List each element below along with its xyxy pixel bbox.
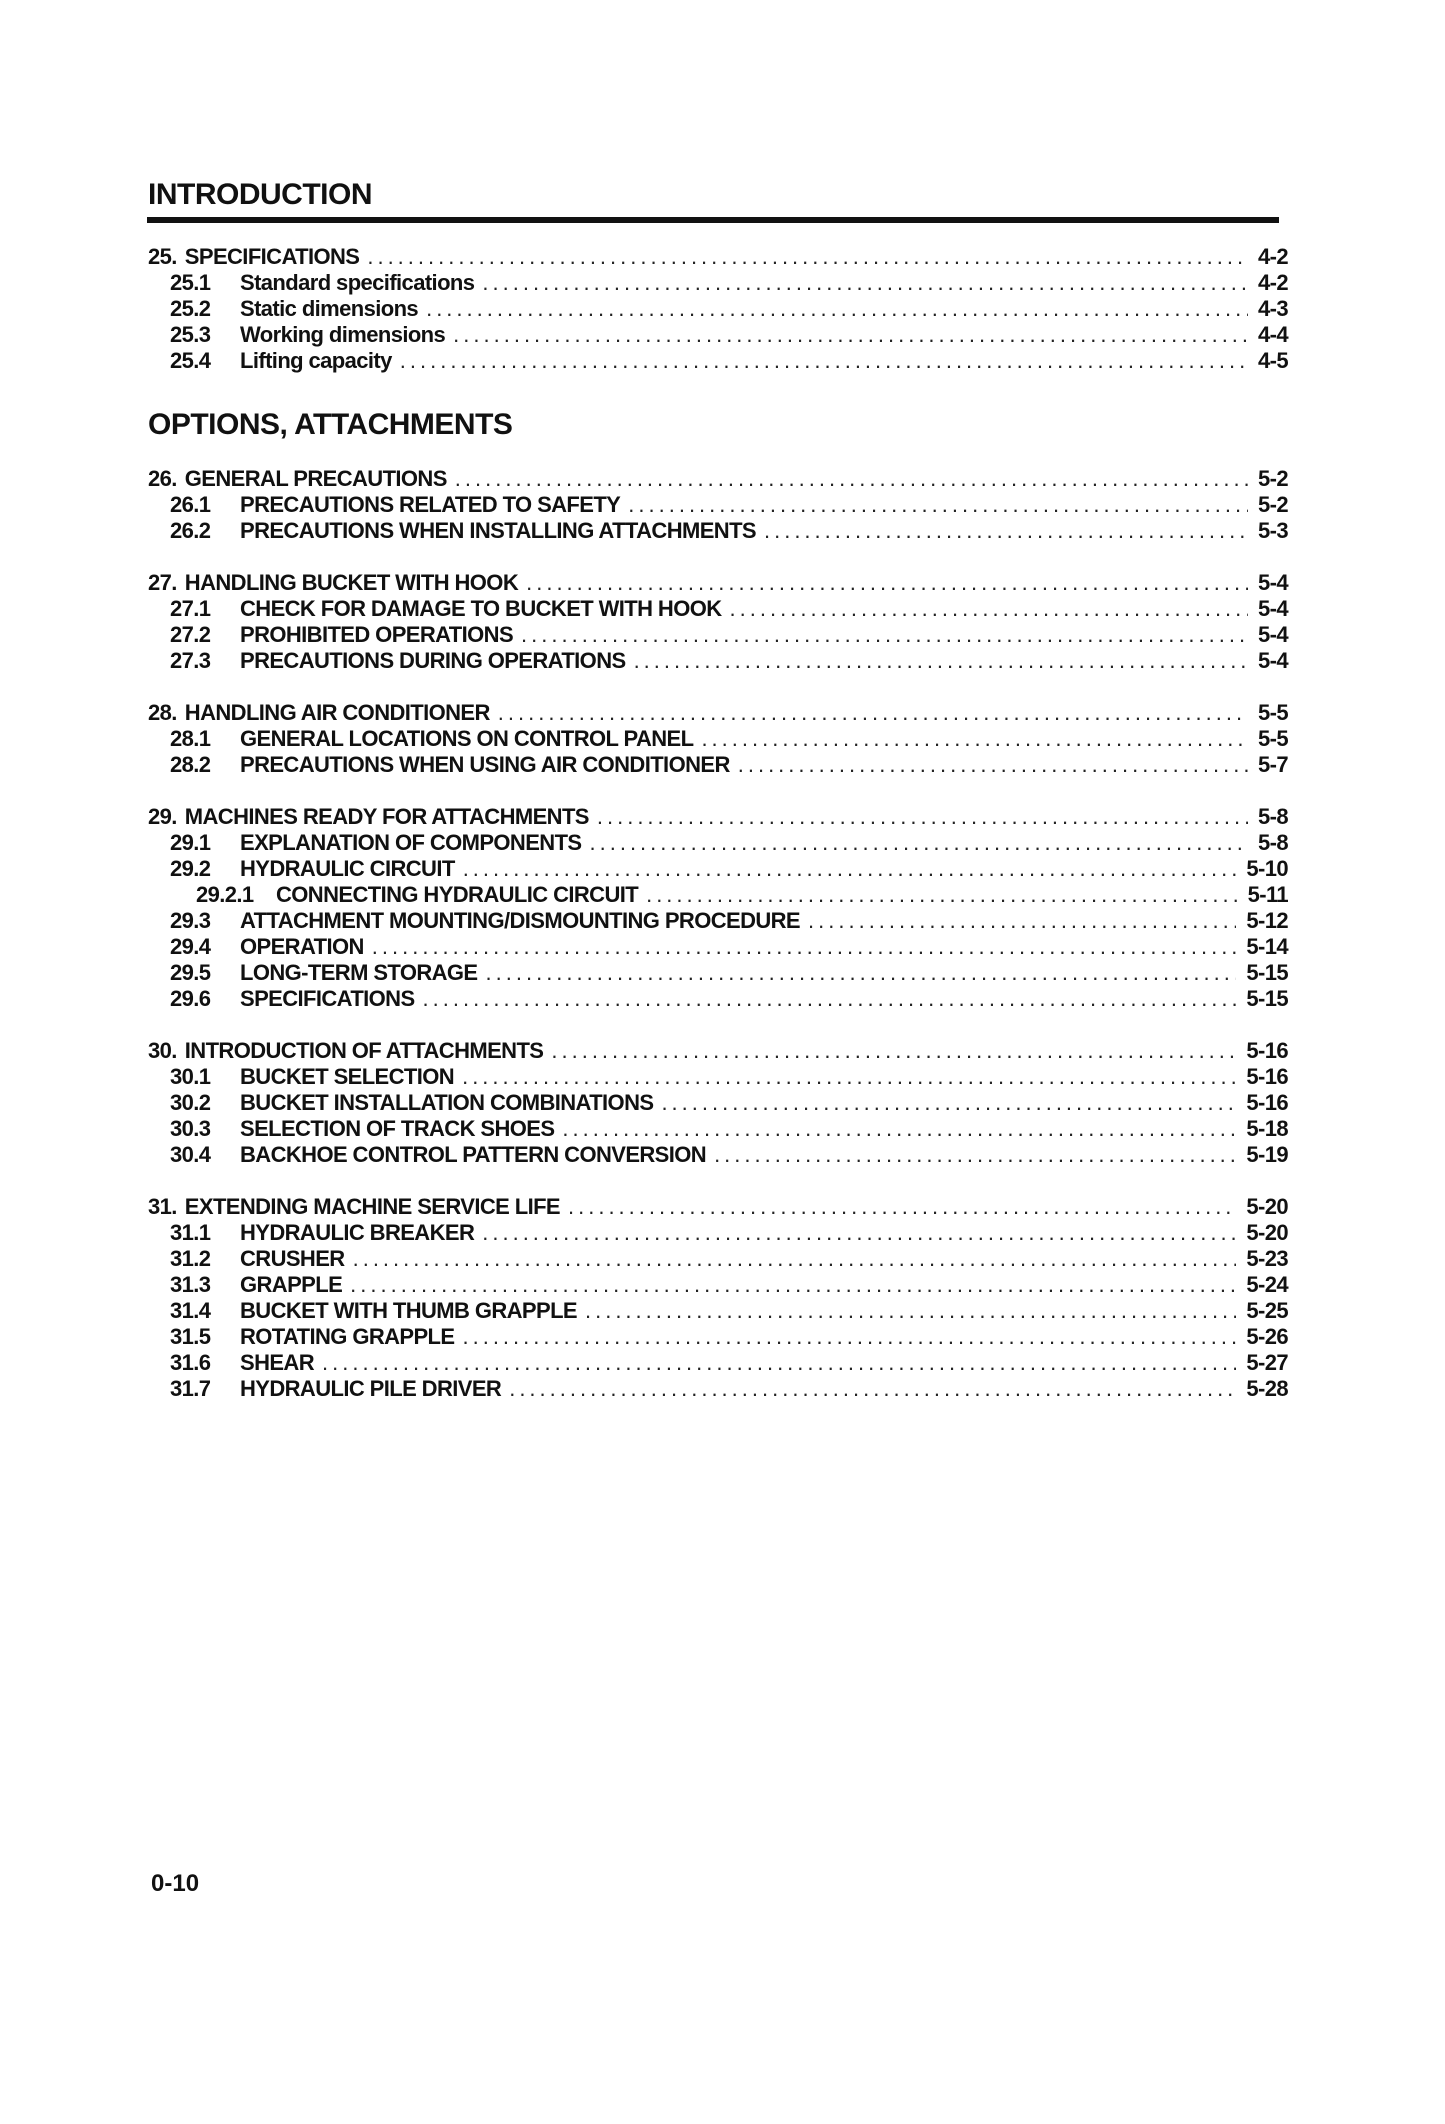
toc-entry[interactable]	[170, 752, 1288, 778]
dot-leader	[353, 1246, 1237, 1272]
toc-entry[interactable]	[170, 726, 1288, 752]
toc-entry[interactable]	[148, 1038, 1288, 1064]
dot-leader	[714, 1142, 1236, 1168]
dot-leader	[634, 648, 1248, 674]
dot-leader	[628, 492, 1248, 518]
toc-entry[interactable]	[148, 804, 1288, 830]
toc-entry[interactable]	[170, 1376, 1288, 1402]
toc-label: CHECK FOR DAMAGE TO BUCKET WITH HOOK	[240, 596, 722, 621]
toc-entry[interactable]	[170, 1116, 1288, 1142]
toc-group-26	[0, 466, 1445, 544]
toc-page: 5-28	[1246, 1376, 1288, 1401]
toc-label: HANDLING BUCKET WITH HOOK	[184, 570, 519, 595]
dot-leader	[521, 622, 1248, 648]
toc-entry[interactable]	[170, 296, 1288, 322]
toc-number: 31.1	[170, 1220, 211, 1245]
toc-page: 5-23	[1246, 1246, 1288, 1271]
toc-page: 5-4	[1258, 648, 1288, 673]
toc-label: BUCKET SELECTION	[240, 1064, 455, 1089]
toc-entry[interactable]	[170, 1324, 1288, 1350]
toc-number: 28.2	[170, 752, 211, 777]
toc-page: 4-3	[1258, 296, 1288, 321]
toc-entry[interactable]	[170, 648, 1288, 674]
toc-number: 30.2	[170, 1090, 211, 1115]
toc-entry[interactable]	[148, 466, 1288, 492]
toc-number: 27.1	[170, 596, 211, 621]
dot-leader	[367, 244, 1248, 270]
toc-label: PRECAUTIONS DURING OPERATIONS	[240, 648, 626, 673]
toc-number: 27.2	[170, 622, 211, 647]
toc-number: 29.5	[170, 960, 211, 985]
toc-label: BUCKET WITH THUMB GRAPPLE	[240, 1298, 577, 1323]
toc-page: 5-27	[1246, 1350, 1288, 1375]
toc-page: 5-15	[1246, 960, 1288, 985]
toc-number: 30.	[148, 1038, 177, 1063]
toc-label: LONG-TERM STORAGE	[240, 960, 478, 985]
toc-page: 5-25	[1246, 1298, 1288, 1323]
toc-entry[interactable]	[170, 1272, 1288, 1298]
toc-entry[interactable]	[170, 1090, 1288, 1116]
toc-label: SPECIFICATIONS	[240, 986, 415, 1011]
toc-group-30	[0, 1038, 1445, 1168]
toc-page: 5-15	[1246, 986, 1288, 1011]
dot-leader	[482, 1220, 1236, 1246]
toc-entry[interactable]	[170, 1142, 1288, 1168]
toc-page: 5-19	[1246, 1142, 1288, 1167]
toc-entry[interactable]	[196, 882, 1288, 908]
toc-label: MACHINES READY FOR ATTACHMENTS	[184, 804, 589, 829]
toc-number: 27.	[148, 570, 177, 595]
toc-label: HYDRAULIC CIRCUIT	[240, 856, 455, 881]
toc-number: 25.2	[170, 296, 211, 321]
toc-label: Working dimensions	[240, 322, 446, 347]
toc-number: 29.3	[170, 908, 211, 933]
toc-label: Lifting capacity	[240, 348, 392, 373]
toc-page: 4-5	[1258, 348, 1288, 373]
toc-page: 4-2	[1258, 270, 1288, 295]
toc-number: 26.2	[170, 518, 211, 543]
toc-label: BUCKET INSTALLATION COMBINATIONS	[240, 1090, 654, 1115]
dot-leader	[661, 1090, 1236, 1116]
toc-page: 5-3	[1258, 518, 1288, 543]
toc-group-25	[0, 244, 1445, 374]
toc-label: Static dimensions	[240, 296, 419, 321]
toc-number: 29.2	[170, 856, 211, 881]
toc-label: GRAPPLE	[240, 1272, 343, 1297]
dot-leader	[526, 570, 1248, 596]
toc-entry[interactable]	[148, 244, 1288, 270]
dot-leader	[462, 1324, 1236, 1350]
toc-label: SPECIFICATIONS	[184, 244, 360, 269]
toc-page: 5-20	[1246, 1220, 1288, 1245]
toc-number: 31.7	[170, 1376, 211, 1401]
toc-number: 31.	[148, 1194, 177, 1219]
dot-leader	[509, 1376, 1236, 1402]
toc-entry[interactable]	[170, 270, 1288, 296]
dot-leader	[585, 1298, 1236, 1324]
dot-leader	[463, 856, 1237, 882]
header-title: INTRODUCTION	[148, 178, 372, 211]
toc-entry[interactable]	[170, 986, 1288, 1012]
toc-number: 29.4	[170, 934, 211, 959]
toc-entry[interactable]	[170, 830, 1288, 856]
toc-group-29	[0, 804, 1445, 1012]
dot-leader	[730, 596, 1248, 622]
toc-page: 4-2	[1258, 244, 1288, 269]
toc-number: 29.2.1	[196, 882, 254, 907]
dot-leader	[462, 1064, 1236, 1090]
toc-number: 28.1	[170, 726, 211, 751]
toc-entry[interactable]	[148, 700, 1288, 726]
toc-group-31	[0, 1194, 1445, 1402]
toc-label: EXPLANATION OF COMPONENTS	[240, 830, 582, 855]
dot-leader	[738, 752, 1248, 778]
toc-page: 5-10	[1246, 856, 1288, 881]
toc-page: 5-7	[1258, 752, 1288, 777]
toc-entry[interactable]	[170, 1298, 1288, 1324]
toc-number: 31.2	[170, 1246, 211, 1271]
dot-leader	[322, 1350, 1236, 1376]
dot-leader	[808, 908, 1236, 934]
toc-number: 25.3	[170, 322, 211, 347]
toc-entry[interactable]	[170, 1246, 1288, 1272]
header-rule	[147, 217, 1279, 223]
dot-leader	[350, 1272, 1236, 1298]
toc-entry[interactable]	[170, 934, 1288, 960]
toc-number: 31.5	[170, 1324, 211, 1349]
dot-leader	[597, 804, 1248, 830]
dot-leader	[455, 466, 1248, 492]
toc-number: 31.6	[170, 1350, 211, 1375]
toc-page: 4-4	[1258, 322, 1288, 347]
dot-leader	[551, 1038, 1236, 1064]
toc-number: 27.3	[170, 648, 211, 673]
toc-page: 5-8	[1258, 830, 1288, 855]
toc-label: OPERATION	[240, 934, 364, 959]
toc-entry[interactable]	[170, 596, 1288, 622]
toc-page: 5-16	[1246, 1038, 1288, 1063]
toc-entry[interactable]	[170, 960, 1288, 986]
toc-number: 29.1	[170, 830, 211, 855]
toc-number: 30.4	[170, 1142, 211, 1167]
toc-group-28	[0, 700, 1445, 778]
toc-label: Standard specifications	[240, 270, 475, 295]
toc-page: 5-2	[1258, 492, 1288, 517]
toc-page: 5-12	[1246, 908, 1288, 933]
toc-label: PRECAUTIONS WHEN USING AIR CONDITIONER	[240, 752, 730, 777]
section-title: OPTIONS, ATTACHMENTS	[148, 408, 513, 441]
toc-number: 25.1	[170, 270, 211, 295]
dot-leader	[646, 882, 1238, 908]
toc-number: 25.	[148, 244, 177, 269]
toc-entry[interactable]	[148, 570, 1288, 596]
toc-number: 31.3	[170, 1272, 211, 1297]
toc-entry[interactable]	[170, 622, 1288, 648]
toc-page: 5-5	[1258, 700, 1288, 725]
toc-entry[interactable]	[170, 348, 1288, 374]
toc-number: 26.1	[170, 492, 211, 517]
dot-leader	[486, 960, 1237, 986]
toc-label: INTRODUCTION OF ATTACHMENTS	[184, 1038, 544, 1063]
toc-number: 26.	[148, 466, 177, 491]
toc-entry[interactable]	[170, 518, 1288, 544]
toc-number: 31.4	[170, 1298, 211, 1323]
toc-page: 5-18	[1246, 1116, 1288, 1141]
toc-label: HYDRAULIC PILE DRIVER	[240, 1376, 502, 1401]
toc-label: HYDRAULIC BREAKER	[240, 1220, 475, 1245]
toc-page: 5-5	[1258, 726, 1288, 751]
toc-page: 5-2	[1258, 466, 1288, 491]
toc-page: 5-26	[1246, 1324, 1288, 1349]
dot-leader	[590, 830, 1249, 856]
toc-page: 5-4	[1258, 596, 1288, 621]
dot-leader	[562, 1116, 1236, 1142]
dot-leader	[701, 726, 1248, 752]
dot-leader	[498, 700, 1248, 726]
toc-page: 5-20	[1246, 1194, 1288, 1219]
toc-entry[interactable]	[148, 1194, 1288, 1220]
toc-entry[interactable]	[170, 856, 1288, 882]
toc-page: 5-14	[1246, 934, 1288, 959]
toc-label: PRECAUTIONS WHEN INSTALLING ATTACHMENTS	[240, 518, 756, 543]
toc-entry[interactable]	[170, 1350, 1288, 1376]
toc-label: PRECAUTIONS RELATED TO SAFETY	[240, 492, 621, 517]
dot-leader	[764, 518, 1248, 544]
dot-leader	[426, 296, 1248, 322]
dot-leader	[423, 986, 1237, 1012]
toc-group-27	[0, 570, 1445, 674]
toc-label: CRUSHER	[240, 1246, 345, 1271]
toc-label: GENERAL PRECAUTIONS	[184, 466, 447, 491]
toc-number: 30.3	[170, 1116, 211, 1141]
toc-page: 5-16	[1246, 1090, 1288, 1115]
toc-page: 5-4	[1258, 622, 1288, 647]
dot-leader	[453, 322, 1248, 348]
toc-label: SHEAR	[240, 1350, 315, 1375]
toc-entry[interactable]	[170, 322, 1288, 348]
dot-leader	[372, 934, 1237, 960]
toc-label: ATTACHMENT MOUNTING/DISMOUNTING PROCEDURE	[240, 908, 801, 933]
toc-page: 5-11	[1247, 882, 1288, 907]
toc-page: 5-4	[1258, 570, 1288, 595]
toc-label: PROHIBITED OPERATIONS	[240, 622, 514, 647]
toc-number: 28.	[148, 700, 177, 725]
toc-label: ROTATING GRAPPLE	[240, 1324, 455, 1349]
toc-label: SELECTION OF TRACK SHOES	[240, 1116, 555, 1141]
toc-label: GENERAL LOCATIONS ON CONTROL PANEL	[240, 726, 694, 751]
toc-entry[interactable]	[170, 492, 1288, 518]
page-number: 0-10	[151, 1870, 200, 1897]
toc-entry[interactable]	[170, 908, 1288, 934]
toc-entry[interactable]	[170, 1064, 1288, 1090]
dot-leader	[482, 270, 1248, 296]
toc-number: 29.6	[170, 986, 211, 1011]
toc-label: HANDLING AIR CONDITIONER	[184, 700, 490, 725]
toc-number: 29.	[148, 804, 177, 829]
toc-label: CONNECTING HYDRAULIC CIRCUIT	[276, 882, 639, 907]
toc-number: 25.4	[170, 348, 211, 373]
toc-label: BACKHOE CONTROL PATTERN CONVERSION	[240, 1142, 707, 1167]
toc-page: 5-16	[1246, 1064, 1288, 1089]
toc-page: 5-24	[1246, 1272, 1288, 1297]
toc-number: 30.1	[170, 1064, 211, 1089]
toc-entry[interactable]	[170, 1220, 1288, 1246]
toc-page: 5-8	[1258, 804, 1288, 829]
dot-leader	[400, 348, 1248, 374]
toc-label: EXTENDING MACHINE SERVICE LIFE	[184, 1194, 560, 1219]
dot-leader	[568, 1194, 1236, 1220]
